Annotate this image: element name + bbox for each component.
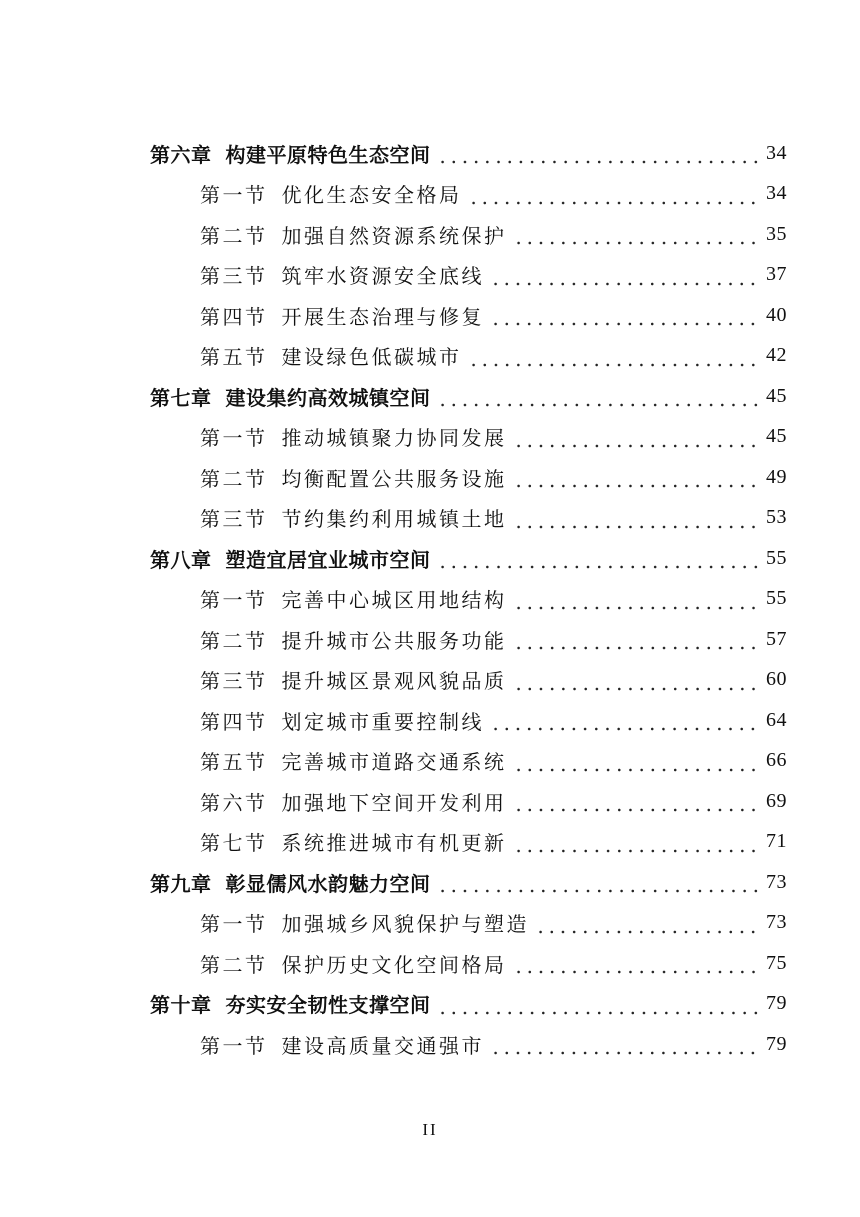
toc-chapter-entry[interactable] (0, 538, 860, 579)
toc-entry-text (200, 706, 484, 735)
toc-entry-title: 完善城市道路交通系统 (281, 750, 507, 775)
toc-entry-label: 第二节 (200, 466, 268, 491)
toc-entry-title: 完善中心城区用地结构 (281, 588, 507, 613)
toc-dot-leader (513, 753, 759, 773)
toc-dot-leader (490, 267, 758, 287)
toc-entry-title: 保护历史文化空间格局 (281, 952, 507, 977)
toc-entry-title: 建设集约高效城镇空间 (225, 385, 431, 410)
toc-entry-label: 第四节 (200, 709, 268, 734)
toc-entry-title: 塑造宜居宜业城市空间 (225, 547, 431, 572)
toc-page-number: 64 (766, 708, 787, 731)
toc-dot-leader (490, 307, 758, 327)
toc-dot-leader (490, 1036, 758, 1056)
toc-page-number: 79 (766, 1032, 787, 1055)
toc-entry-title: 建设绿色低碳城市 (281, 345, 462, 370)
toc-entry-text (200, 949, 507, 978)
toc-section-entry[interactable] (0, 417, 860, 458)
toc-chapter-entry[interactable] (0, 376, 860, 417)
toc-entry-title: 加强自然资源系统保护 (281, 223, 507, 248)
toc-entry-label: 第五节 (200, 750, 268, 775)
toc-chapter-entry[interactable] (0, 133, 860, 174)
toc-dot-leader (437, 550, 759, 570)
toc-entry-title: 提升城区景观风貌品质 (281, 669, 507, 694)
toc-entry-title: 划定城市重要控制线 (281, 709, 484, 734)
toc-dot-leader (437, 145, 759, 165)
toc-section-entry[interactable] (0, 781, 860, 822)
toc-entry-title: 彰显儒风水韵魅力空间 (225, 871, 431, 896)
toc-entry-label: 第一节 (200, 912, 268, 937)
toc-page-number: 79 (766, 992, 787, 1015)
toc-entry-text (200, 220, 507, 249)
toc-section-entry[interactable] (0, 295, 860, 336)
toc-page-number: 45 (766, 384, 787, 407)
toc-entry-title: 加强地下空间开发利用 (281, 790, 507, 815)
toc-chapter-entry[interactable] (0, 862, 860, 903)
toc-dot-leader (513, 955, 759, 975)
toc-section-entry[interactable] (0, 579, 860, 620)
toc-page-number: 37 (766, 263, 787, 286)
toc-dot-leader (513, 834, 759, 854)
toc-entry-label: 第三节 (200, 264, 268, 289)
toc-entry-label: 第十章 (150, 993, 212, 1018)
toc-page-number: 34 (766, 182, 787, 205)
toc-section-entry[interactable] (0, 700, 860, 741)
toc-section-entry[interactable] (0, 822, 860, 863)
toc-section-entry[interactable] (0, 336, 860, 377)
toc-entry-label: 第六节 (200, 790, 268, 815)
toc-entry-title: 优化生态安全格局 (281, 183, 462, 208)
toc-dot-leader (535, 915, 758, 935)
toc-entry-title: 加强城乡风貌保护与塑造 (281, 912, 529, 937)
toc-entry-label: 第九章 (150, 871, 212, 896)
toc-entry-text (200, 301, 484, 330)
toc-entry-title: 建设高质量交通强市 (281, 1033, 484, 1058)
toc-page-number: 34 (766, 141, 787, 164)
toc-page-number: 60 (766, 668, 787, 691)
footer-page-number: II (422, 1120, 438, 1139)
toc-entry-title: 筑牢水资源安全底线 (281, 264, 484, 289)
toc-entry-title: 夯实安全韧性支撑空间 (225, 993, 431, 1018)
toc-section-entry[interactable] (0, 903, 860, 944)
toc-entry-text (150, 544, 431, 573)
toc-section-entry[interactable] (0, 214, 860, 255)
toc-dot-leader (513, 510, 759, 530)
toc-entry-title: 系统推进城市有机更新 (281, 831, 507, 856)
toc-entry-label: 第一节 (200, 183, 268, 208)
toc-entry-text (200, 422, 507, 451)
toc-entry-label: 第二节 (200, 628, 268, 653)
toc-entry-label: 第七章 (150, 385, 212, 410)
toc-dot-leader (513, 429, 759, 449)
toc-dot-leader (513, 469, 759, 489)
toc-entry-text (200, 341, 462, 370)
toc-page-number: 73 (766, 911, 787, 934)
toc-entry-title: 推动城镇聚力协同发展 (281, 426, 507, 451)
toc-entry-label: 第六章 (150, 142, 212, 167)
toc-section-entry[interactable] (0, 943, 860, 984)
toc-page-number: 73 (766, 870, 787, 893)
toc-dot-leader (437, 996, 759, 1016)
toc-entry-text (200, 827, 507, 856)
toc-entry-text (200, 665, 507, 694)
toc-section-entry[interactable] (0, 741, 860, 782)
toc-entry-label: 第七节 (200, 831, 268, 856)
toc-entry-text (200, 179, 462, 208)
toc-entry-text (200, 584, 507, 613)
toc-dot-leader (437, 388, 759, 408)
toc-entry-label: 第五节 (200, 345, 268, 370)
toc-chapter-entry[interactable] (0, 984, 860, 1025)
toc-section-entry[interactable] (0, 1024, 860, 1065)
toc-dot-leader (513, 631, 759, 651)
toc-entry-text (200, 625, 507, 654)
toc-section-entry[interactable] (0, 660, 860, 701)
toc-entry-text (200, 260, 484, 289)
toc-page-number: 53 (766, 506, 787, 529)
toc-entry-title: 构建平原特色生态空间 (225, 142, 431, 167)
toc-section-entry[interactable] (0, 255, 860, 296)
toc-dot-leader (437, 874, 759, 894)
toc-entry-text (200, 463, 507, 492)
toc-page-number: 57 (766, 627, 787, 650)
toc-page-number: 75 (766, 951, 787, 974)
toc-dot-leader (513, 591, 759, 611)
toc-page-number: 40 (766, 303, 787, 326)
toc-page-number: 45 (766, 425, 787, 448)
toc-section-entry[interactable] (0, 457, 860, 498)
toc-section-entry[interactable] (0, 498, 860, 539)
toc-page-number: 55 (766, 587, 787, 610)
toc-entry-label: 第一节 (200, 588, 268, 613)
toc-entry-label: 第一节 (200, 426, 268, 451)
toc-dot-leader (513, 226, 759, 246)
toc-dot-leader (490, 712, 758, 732)
toc-page-number: 35 (766, 222, 787, 245)
toc-entry-text (150, 868, 431, 897)
toc-entry-text (150, 139, 431, 168)
toc-entry-text (150, 382, 431, 411)
toc-page-number: 49 (766, 465, 787, 488)
toc-entry-label: 第四节 (200, 304, 268, 329)
toc-entry-label: 第一节 (200, 1033, 268, 1058)
toc-entry-text (150, 989, 431, 1018)
toc-page-number: 66 (766, 749, 787, 772)
toc-entry-label: 第二节 (200, 223, 268, 248)
toc-entry-title: 节约集约利用城镇土地 (281, 507, 507, 532)
toc-page-number: 42 (766, 344, 787, 367)
toc-section-entry[interactable] (0, 619, 860, 660)
toc-section-entry[interactable] (0, 174, 860, 215)
toc-dot-leader (513, 672, 759, 692)
toc-entry-title: 提升城市公共服务功能 (281, 628, 507, 653)
toc-page-number: 55 (766, 546, 787, 569)
toc-entry-label: 第三节 (200, 507, 268, 532)
toc-dot-leader (468, 348, 759, 368)
toc-dot-leader (468, 186, 759, 206)
toc-entry-text (200, 503, 507, 532)
toc-entry-title: 开展生态治理与修复 (281, 304, 484, 329)
toc-entry-label: 第三节 (200, 669, 268, 694)
toc-entry-text (200, 1030, 484, 1059)
toc-dot-leader (513, 793, 759, 813)
toc-entry-text (200, 908, 529, 937)
table-of-contents (0, 133, 860, 1065)
toc-page-number: 71 (766, 830, 787, 853)
toc-entry-text (200, 746, 507, 775)
toc-entry-label: 第二节 (200, 952, 268, 977)
toc-entry-text (200, 787, 507, 816)
toc-entry-title: 均衡配置公共服务设施 (281, 466, 507, 491)
toc-entry-label: 第八章 (150, 547, 212, 572)
toc-page-number: 69 (766, 789, 787, 812)
